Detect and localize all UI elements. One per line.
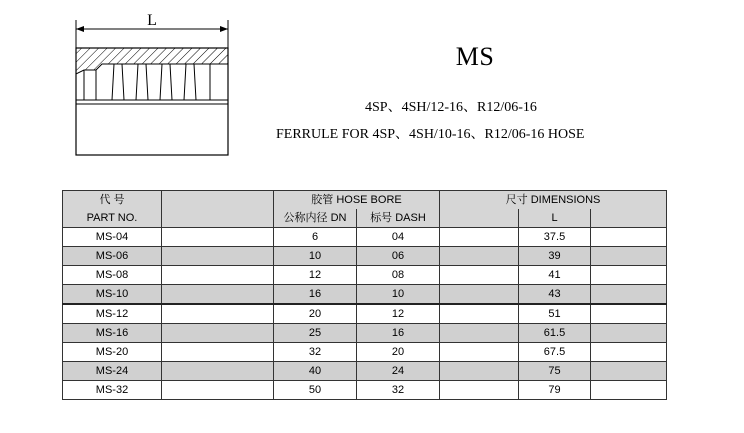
dn-value: 12 (274, 266, 357, 285)
hose-type-subtitle: 4SP、4SH/12-16、R12/06-16 (365, 100, 537, 115)
part-number: MS-06 (63, 247, 162, 266)
table-row (63, 304, 667, 324)
dash-value: 12 (357, 304, 440, 324)
dimensions-table (62, 190, 667, 400)
dn-value: 40 (274, 362, 357, 381)
dn-value: 50 (274, 381, 357, 400)
ferrule-drawing (62, 8, 242, 158)
dash-value: 08 (357, 266, 440, 285)
dn-value: 16 (274, 285, 357, 305)
ferrule-description: FERRULE FOR 4SP、4SH/10-16、R12/06-16 HOSE (276, 127, 585, 142)
dn-value: 10 (274, 247, 357, 266)
part-number: MS-20 (63, 343, 162, 362)
dash-value: 24 (357, 362, 440, 381)
header-l: L (519, 209, 591, 228)
part-number: MS-04 (63, 228, 162, 247)
l-value: 41 (519, 266, 591, 285)
dn-value: 25 (274, 324, 357, 343)
header-blank (162, 191, 274, 210)
l-value: 37.5 (519, 228, 591, 247)
part-number: MS-32 (63, 381, 162, 400)
part-number: MS-08 (63, 266, 162, 285)
dash-value: 16 (357, 324, 440, 343)
table-header-row-2 (63, 209, 667, 228)
table-row (63, 266, 667, 285)
header-dash: 标号 DASH (357, 209, 440, 228)
header-hose-bore: 胶管 HOSE BORE (274, 191, 440, 210)
header-dn: 公称内径 DN (274, 209, 357, 228)
header-blank (591, 209, 667, 228)
table-row (63, 285, 667, 305)
l-value: 61.5 (519, 324, 591, 343)
l-value: 51 (519, 304, 591, 324)
dash-value: 20 (357, 343, 440, 362)
header-dimensions: 尺寸 DIMENSIONS (440, 191, 667, 210)
header-blank (440, 209, 519, 228)
table-header-row-1 (63, 191, 667, 210)
part-number: MS-12 (63, 304, 162, 324)
product-code-title: MS (455, 42, 495, 71)
table-row (63, 362, 667, 381)
l-value: 75 (519, 362, 591, 381)
dn-value: 32 (274, 343, 357, 362)
table-row (63, 324, 667, 343)
table-row (63, 381, 667, 400)
dn-value: 20 (274, 304, 357, 324)
header-part-no: PART NO. (63, 209, 162, 228)
dash-value: 10 (357, 285, 440, 305)
dash-value: 32 (357, 381, 440, 400)
dimension-label: L (147, 12, 157, 29)
dn-value: 6 (274, 228, 357, 247)
l-value: 67.5 (519, 343, 591, 362)
table-row (63, 343, 667, 362)
dash-value: 06 (357, 247, 440, 266)
part-number: MS-10 (63, 285, 162, 305)
header-blank (162, 209, 274, 228)
l-value: 43 (519, 285, 591, 305)
l-value: 79 (519, 381, 591, 400)
l-value: 39 (519, 247, 591, 266)
table-row (63, 247, 667, 266)
part-number: MS-24 (63, 362, 162, 381)
header-code-cn: 代 号 (63, 191, 162, 210)
table-row (63, 228, 667, 247)
part-number: MS-16 (63, 324, 162, 343)
ferrule-cross-section (62, 8, 242, 158)
dash-value: 04 (357, 228, 440, 247)
